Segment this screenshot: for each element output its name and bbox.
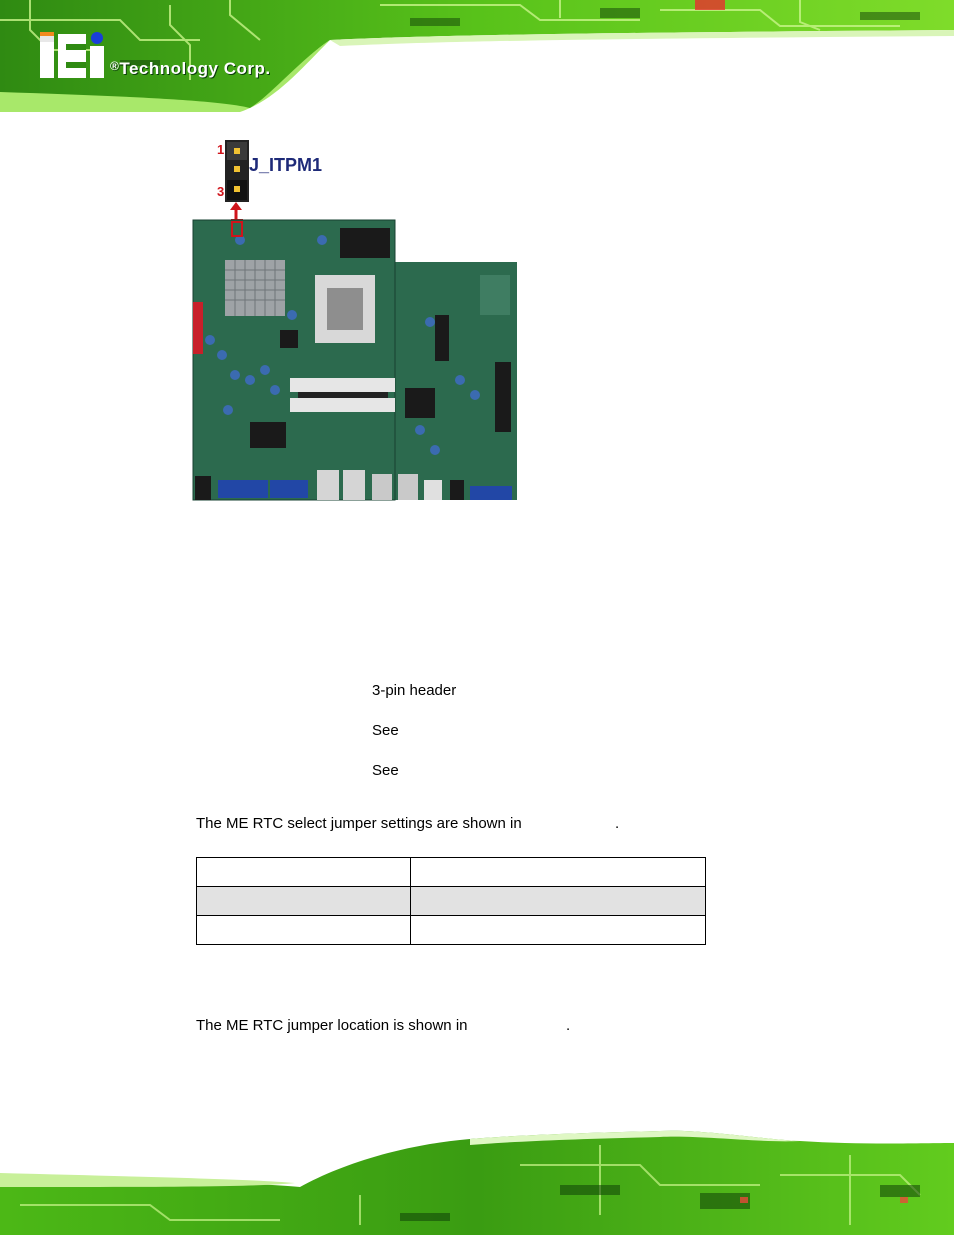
settings-table — [196, 857, 706, 945]
jumper-header-icon — [225, 140, 249, 202]
motherboard-icon — [193, 220, 517, 500]
table-cell — [197, 858, 411, 887]
pin-1-label: 1 — [217, 142, 225, 157]
table-row — [197, 916, 706, 945]
jumper-name: J_ITPM1 — [249, 155, 323, 175]
table-cell — [411, 887, 706, 916]
table-cell — [411, 858, 706, 887]
logo-reg: ® — [110, 59, 120, 73]
settings-intro-end: . — [615, 815, 620, 832]
table-cell — [197, 916, 411, 945]
table-cell — [411, 916, 706, 945]
logo-company: Technology Corp. — [119, 59, 271, 78]
footer-banner — [0, 1125, 954, 1235]
board-image — [180, 130, 540, 510]
table-row — [197, 858, 706, 887]
header-banner — [0, 0, 954, 118]
location-intro: The ME RTC jumper location is shown in — [196, 1017, 468, 1034]
jumper-type: 3-pin header — [372, 682, 457, 699]
table-row — [197, 887, 706, 916]
logo-text — [110, 59, 271, 79]
settings-intro: The ME RTC select jumper settings are shown in — [196, 815, 522, 832]
location-intro-end: . — [566, 1017, 571, 1034]
pin-3-label: 3 — [217, 184, 225, 199]
pcb-footer-graphic — [0, 1125, 954, 1235]
iei-logo-icon — [40, 32, 104, 78]
table-cell — [197, 887, 411, 916]
jumper-settings-ref: See — [372, 722, 399, 739]
jumper-diagram — [180, 130, 540, 510]
jumper-location-ref: See — [372, 762, 399, 779]
